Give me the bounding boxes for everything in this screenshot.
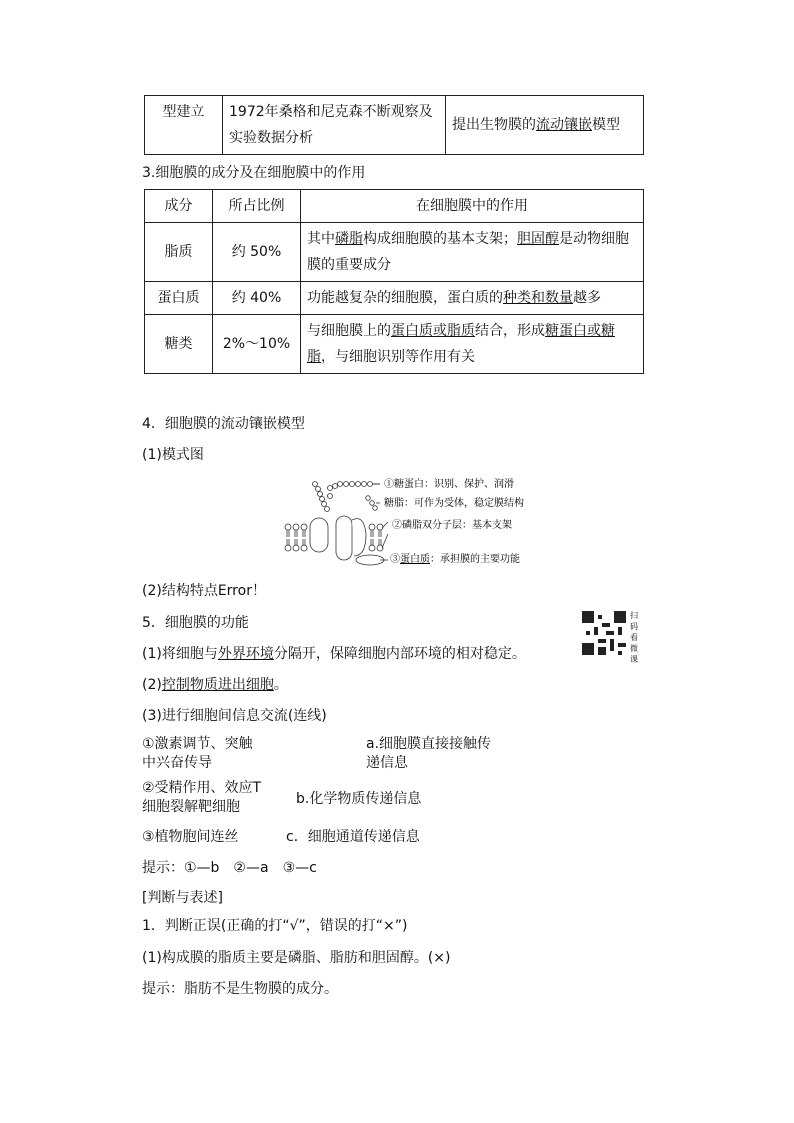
match-left-3: ③植物胞间连丝: [142, 829, 239, 845]
header-role: 在细胞膜中的作用: [301, 190, 644, 223]
header-ratio: 所占比例: [213, 190, 301, 223]
text: (1)将细胞与: [142, 646, 218, 662]
table-row: [145, 315, 644, 374]
cell-text: 模型: [592, 117, 620, 133]
table-membrane-components: [144, 189, 644, 374]
component-ratio: 2%～10%: [213, 315, 301, 374]
label-underlined: 蛋白质: [400, 554, 430, 565]
component-role: [301, 223, 644, 282]
text: 递信息: [366, 755, 408, 771]
text: 分隔开，保障细胞内部环境的相对稳定。: [273, 646, 526, 662]
function-1: [142, 643, 526, 663]
cell-text: 其中: [307, 231, 335, 247]
membrane-diagram: [280, 476, 550, 574]
component-ratio: 约 50%: [213, 223, 301, 282]
table-header-row: [145, 190, 644, 223]
text: 细胞裂解靶细胞: [142, 799, 240, 815]
match-right-2: b.化学物质传递信息: [296, 791, 422, 807]
underlined-term: 流动镶嵌: [536, 117, 592, 133]
text: 中兴奋传导: [142, 755, 212, 771]
table-model-history: [144, 95, 644, 155]
cell-text: 越多: [573, 290, 601, 306]
underlined-term: 种类和数量: [503, 290, 573, 306]
section-5-heading: 5．细胞膜的功能: [142, 615, 249, 631]
structure-feature-line: (2)结构特点Error！: [142, 583, 266, 599]
header-component: 成分: [145, 190, 213, 223]
qr-label: 扫码看微课: [630, 611, 638, 664]
match-left-1: [142, 735, 253, 773]
glycoprotein-chain: [313, 482, 373, 512]
cell-text: 提出生物膜的: [452, 117, 536, 133]
text: ②受精作用、效应T: [142, 780, 262, 796]
underlined-term: 胆固醇: [517, 231, 559, 247]
cell-text: 与细胞膜上的: [307, 323, 391, 339]
component-ratio: 约 40%: [213, 282, 301, 315]
component-role: [301, 282, 644, 315]
underlined-term: 糖蛋白或糖脂: [307, 323, 615, 365]
label-text: ：承担膜的主要功能: [430, 554, 520, 565]
match-right-3: c．细胞通道传递信息: [286, 829, 420, 845]
table-row: [145, 223, 644, 282]
cell-text: ，与细胞识别等作用有关: [321, 349, 475, 365]
label-glycolipid: 糖脂：可作为受体，稳定膜结构: [384, 498, 524, 509]
component-name: 蛋白质: [145, 282, 213, 315]
section-3-heading: 3.细胞膜的成分及在细胞膜中的作用: [142, 165, 366, 181]
table-cell: 1972年桑格和尼克森不断观察及实验数据分析: [223, 96, 446, 155]
qr-icon: [582, 610, 626, 656]
judge-heading: [判断与表述]: [142, 890, 223, 906]
table-cell: [446, 96, 644, 155]
table-cell: 型建立: [145, 96, 223, 155]
label-protein: [390, 552, 520, 565]
underlined-term: 磷脂: [335, 231, 363, 247]
underlined-term: 蛋白质或脂质: [391, 323, 475, 339]
component-name: 糖类: [145, 315, 213, 374]
cell-text: 是动物细胞膜的重要成分: [307, 231, 629, 273]
table-row: [145, 96, 644, 155]
function-2: [142, 674, 288, 694]
phospholipid-bilayer: [285, 524, 383, 551]
underlined-term: 外界环境: [217, 646, 274, 662]
cell-text: 功能越复杂的细胞膜，蛋白质的: [307, 290, 503, 306]
qr-code[interactable]: [582, 610, 626, 656]
underlined-term: 控制物质进出细胞: [161, 677, 274, 693]
cell-text: 结合，形成: [475, 323, 545, 339]
judge-hint: 提示：脂肪不是生物膜的成分。: [142, 981, 338, 997]
table-row: [145, 282, 644, 315]
label-glycoprotein: ①糖蛋白：识别、保护、润滑: [384, 479, 514, 490]
component-name: 脂质: [145, 223, 213, 282]
text: a.细胞膜直接接触传: [366, 736, 492, 752]
judge-question: 1．判断正误(正确的打“√”，错误的打“×”): [142, 918, 408, 934]
subheading-model-diagram: (1)模式图: [142, 447, 204, 463]
label-bilayer: ②磷脂双分子层：基本支架: [392, 520, 512, 531]
judge-item-1: (1)构成膜的脂质主要是磷脂、脂肪和胆固醇。(×): [142, 950, 451, 966]
match-hint: 提示：①—b ②—a ③—c: [142, 860, 317, 876]
text: ①激素调节、突触: [142, 736, 253, 752]
match-left-2: [142, 779, 261, 817]
text: (2): [142, 677, 162, 693]
component-role: [301, 315, 644, 374]
text: 。: [273, 677, 288, 693]
label-text: ③: [390, 554, 400, 565]
cell-text: 构成细胞膜的基本支架；: [363, 231, 517, 247]
function-3: (3)进行细胞间信息交流(连线): [142, 708, 327, 724]
section-4-heading: 4．细胞膜的流动镶嵌模型: [142, 416, 305, 432]
match-right-1: [366, 735, 491, 773]
